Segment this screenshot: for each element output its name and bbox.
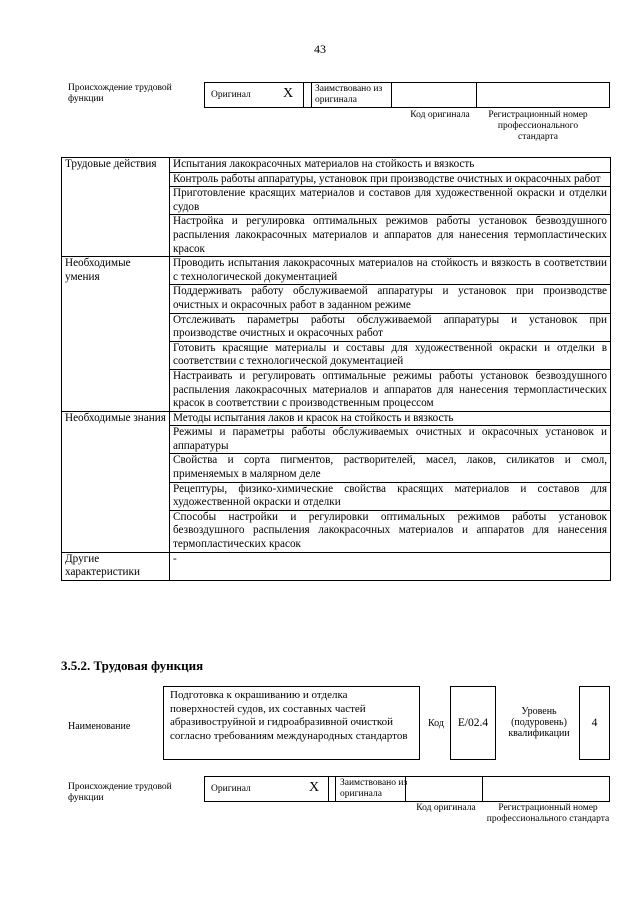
table-row xyxy=(62,552,611,580)
origin-box-2 xyxy=(204,776,610,802)
code-caption: Код оригинала xyxy=(410,110,470,120)
item-cell: Проводить испытания лакокрасочных материалов на стойкость и вязкость в соответствии с технологической документацией xyxy=(170,257,611,285)
original-mark-2: X xyxy=(309,780,320,795)
origin-box xyxy=(204,82,610,108)
category-cell: Другие характеристики xyxy=(62,552,170,580)
category-cell: Необходимые знания xyxy=(62,411,170,552)
section-title: 3.5.2. Трудовая функция xyxy=(61,658,204,673)
item-cell: Настраивать и регулировать оптимальные режимы работы установок безвоздушного распыления лакокрасочных материалов и аппаратов для нанесения термопластических красок в соответствии с производственным процессом xyxy=(170,369,611,411)
table-row xyxy=(62,158,611,173)
item-cell: - xyxy=(170,552,611,580)
item-cell: Способы настройки и регулировки оптимальных режимов работы установок безвоздушного распыления лакокрасочных материалов и аппаратов для нанесения термопластических красок xyxy=(170,510,611,552)
origin-label: Происхождение трудовой функции xyxy=(68,83,172,104)
code-value: E/02.4 xyxy=(450,686,496,760)
item-cell: Контроль работы аппаратуры, установок при производстве очистных и окрасочных работ xyxy=(170,172,611,187)
level-label: Уровень (подуровень) квалификации xyxy=(508,706,570,739)
original-label: Оригинал xyxy=(211,90,251,100)
item-cell: Настройка и регулировка оптимальных режимов работы установок безвоздушного распыления лакокрасочных материалов и аппаратов для нанесения термопластических красок xyxy=(170,215,611,257)
category-cell: Трудовые действия xyxy=(62,158,170,257)
level-value: 4 xyxy=(579,686,610,760)
borrowed-label: Заимствовано из оригинала xyxy=(315,84,383,105)
item-cell: Рецептуры, физико-химические свойства красящих материалов и составов для художественной окраски и отделки xyxy=(170,482,611,510)
item-cell: Приготовление красящих материалов и составов для художественной окраски и отделки судов xyxy=(170,187,611,215)
origin-label-2: Происхождение трудовой функции xyxy=(68,782,172,803)
name-label: Наименование xyxy=(68,721,131,732)
item-cell: Режимы и параметры работы обслуживаемых очистных и окрасочных установок и аппаратуры xyxy=(170,426,611,454)
item-cell: Отслеживать параметры работы обслуживаемой аппаратуры и установок при производстве очистных и окрасочных работ xyxy=(170,313,611,341)
table-row xyxy=(62,257,611,285)
function-name: Подготовка к окрашиванию и отделка поверхностей судов, их составных частей абразивоструйной и гидроабразивной очисткой согласно требованиям международных стандартов xyxy=(163,686,420,760)
reg-caption: Регистрационный номер профессионального стандарта xyxy=(488,110,588,142)
item-cell: Испытания лакокрасочных материалов на стойкость и вязкость xyxy=(170,158,611,173)
code-caption-2: Код оригинала xyxy=(416,803,476,813)
original-mark: X xyxy=(283,86,294,101)
original-label-2: Оригинал xyxy=(211,784,251,794)
category-cell: Необходимые умения xyxy=(62,257,170,412)
reg-caption-2: Регистрационный номер профессионального стандарта xyxy=(486,803,610,824)
item-cell: Методы испытания лаков и красок на стойкость и вязкость xyxy=(170,411,611,426)
code-label: Код xyxy=(428,718,444,729)
table-row xyxy=(62,411,611,426)
item-cell: Свойства и сорта пигментов, растворителей, масел, лаков, силикатов и смол, применяемых в малярном деле xyxy=(170,454,611,482)
borrowed-label-2: Заимствовано из оригинала xyxy=(340,778,408,799)
item-cell: Поддерживать работу обслуживаемой аппаратуры и установок при производстве очистных и окрасочных работ в заданном режиме xyxy=(170,285,611,313)
page-number: 43 xyxy=(314,42,326,56)
labor-function-table xyxy=(61,157,611,581)
item-cell: Готовить красящие материалы и составы для художественной окраски и отделки в соответствии с технологической документацией xyxy=(170,341,611,369)
